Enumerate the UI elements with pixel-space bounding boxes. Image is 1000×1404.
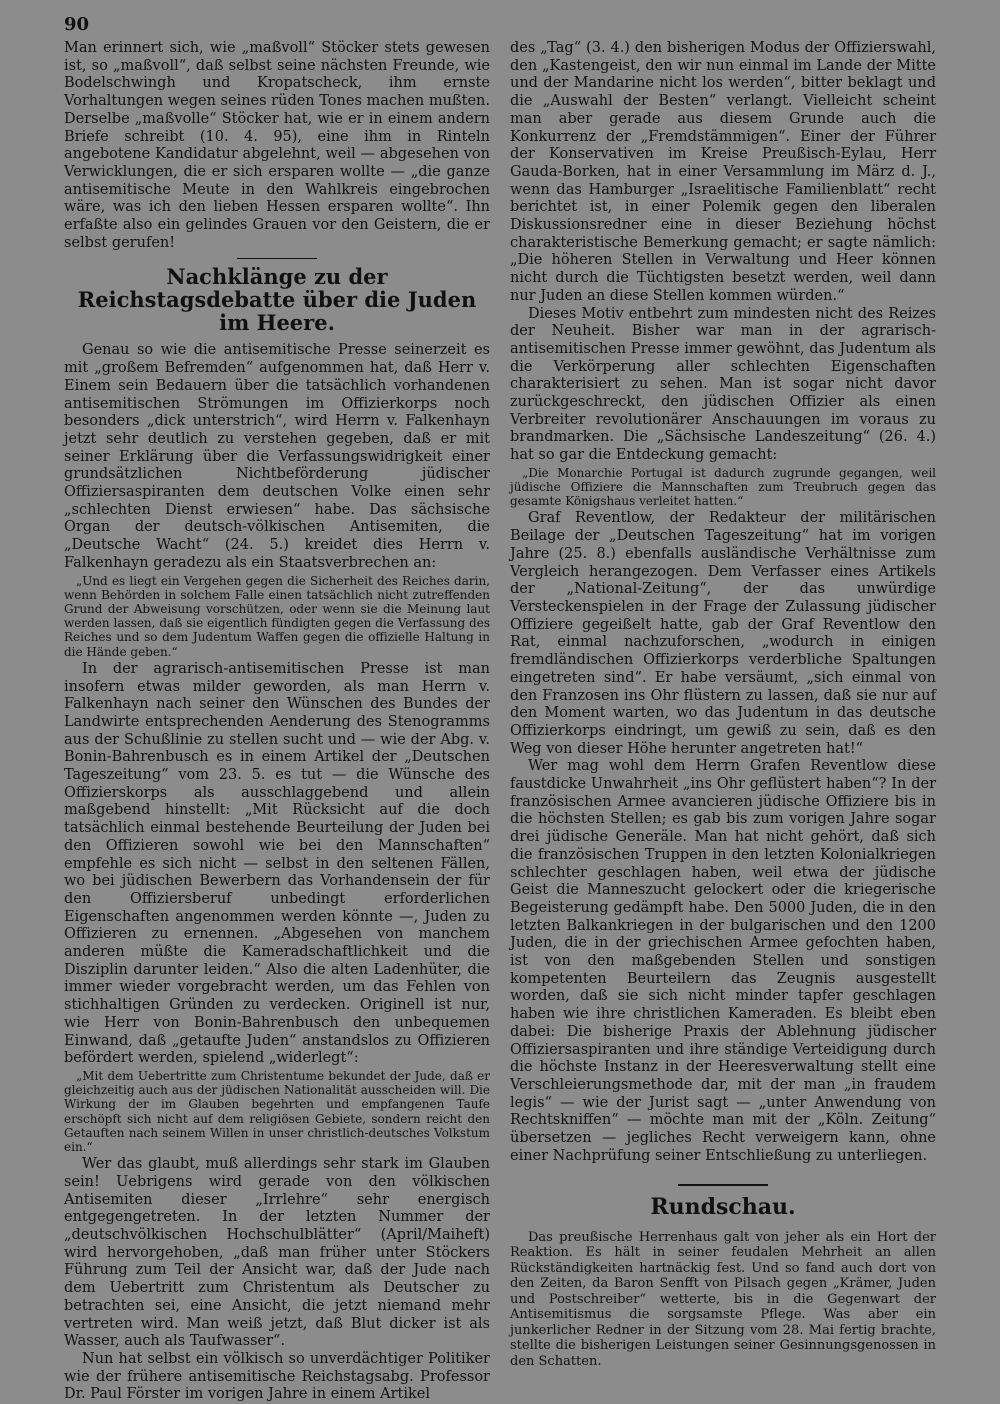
divider [237, 258, 317, 259]
article-heading: Nachklänge zu der Reichstagsdebatte über die Juden im Heere. [77, 264, 477, 336]
paragraph: Wer das glaubt, muß allerdings sehr stark im Glauben sein! Uebrigens wird gerade von den völkischen Antisemiten dieser „Irrlehre“ sehr energisch entgegengetreten. In der letzten Nummer der „deutschvölkischen Hochschulblätter“ (April/Maiheft) wird hervorgehoben, „daß man früher unter Stöckers Führung zum Teil der Ansicht war, daß der Jude nach dem Uebertritt zum Christentum als Deutscher zu betrachten sei, eine Ansicht, die jetzt niemand mehr vertreten wird. Man weiß jetzt, daß Blut dicker ist als Wasser, auch als Taufwasser“. [64, 1156, 490, 1350]
paragraph: Nun hat selbst ein völkisch so unverdächtiger Politiker wie der frühere antisemitische Reichstagsabg. Professor Dr. Paul Förster im vorigen Jahre in einem Artikel [64, 1350, 490, 1403]
paragraph: In der agrarisch-antisemitischen Presse ist man insofern etwas milder geworden, als man Herrn v. Falkenhayn nach seiner den Wünschen des Bundes der Landwirte entsprechenden Aenderung des Stenogramms aus der Schußlinie zu stellen sucht und — wie der Abg. v. Bonin-Bahrenbusch es in einem Artikel der „Deutschen Tageszeitung“ vom 23. 5. es tut — die Wünsche des Offizierskorps als ausschlaggebend und allein maßgebend hinstellt: „Mit Rücksicht auf die doch tatsächlich einmal bestehende Beurteilung der Juden bei den Offizieren sowohl wie bei den Mannschaften“ empfehle es sich nicht — selbst in den seltenen Fällen, wo bei jüdischen Bewerbern das Vorhandensein der für den Offiziersberuf unbedingt erforderlichen Eigenschaften angenommen werden könnte —, Juden zu Offizieren zu ernennen. „Abgesehen von manchem anderen müßte die Kameradschaftlichkeit und die Disziplin darunter leiden.“ Also die alten Ladenhüter, die immer wieder vorgebracht werden, um das Fehlen von stichhaltigen Gründen zu verdecken. Originell ist nur, wie Herr von Bonin-Bahrenbusch den unbequemen Einwand, daß „getaufte Juden“ anstandslos zu Offizieren befördert werden, spielend „widerlegt“: [64, 660, 490, 1067]
paragraph: Man erinnert sich, wie „maßvoll“ Stöcker stets gewesen ist, so „maßvoll“, daß selbst seine nächsten Freunde, wie Bodelschwingh und Kropatscheck, ihm ernste Vorhaltungen wegen seines rüden Tones machen mußten. Derselbe „maßvolle“ Stöcker hat, wie er in einem andern Briefe schreibt (10. 4. 95), eine ihm in Rinteln angebotene Kandidatur abgelehnt, weil — abgesehen von Verwicklungen, die er sich ersparen wollte — „die ganze antisemitische Meute in den Wahlkreis eingebrochen wäre, was ich den lieben Hessen ersparen wollte“. Ihn erfaßte also ein gelindes Grauen vor den Geistern, die er selbst gerufen! [64, 40, 491, 251]
paragraph: Genau so wie die antisemitische Presse seinerzeit es mit „großem Befremden“ aufgenommen hat, daß Herr v. Einem sein Bedauern über die tatsächlich vorhandenen antisemitischen Strömungen im Offizierkorps noch besonders „dick unterstrich“, wird Herrn v. Falkenhayn jetzt sehr deutlich zu verstehen gegeben, daß er mit seiner Erklärung über die Verfassungswidrigkeit einer grundsätzlichen Nichtbeförderung jüdischer Offiziersaspiranten dem deutschen Volke einen sehr „schlechten Dienst erwiesen“ habe. Das sächsische Organ der deutsch-völkischen Antisemiten, die „Deutsche Wacht“ (24. 5.) kreidet dies Herrn v. Falkenhayn geradezu als ein Staatsverbrechen an: [64, 342, 490, 571]
paragraph: Das preußische Herrenhaus galt von jeher als ein Hort der Reaktion. Es hält in seiner feudalen Mehrheit an allen Rückständigkeiten hartnäckig fest. Und so fand auch dort von den Zeiten, da Baron Senfft von Pilsach gegen „Krämer, Juden und Postschreiber“ wetterte, bis in die Gegenwart der Antisemitismus die sorgsamste Pflege. Was aber ein junkerlicher Redner in der Sitzung vom 28. Mai fertig brachte, stellte die bisherigen Leistungen seiner Gesinnungsgenossen in den Schatten. [510, 1229, 936, 1369]
paragraph: Dieses Motiv entbehrt zum mindesten nicht des Reizes der Neuheit. Bisher war man in der agrarisch-antisemitischen Presse immer gewöhnt, das Judentum als die Verkörperung aller schlechten Eigenschaften charakterisiert zu sehen. Man ist sogar nicht davor zurückgeschreckt, den jüdischen Offizier als einen Verbreiter revolutionärer Anschauungen im voraus zu brandmarken. Die „Sächsische Landeszeitung“ (26. 4.) hat so gar die Entdeckung gemacht: [510, 305, 936, 464]
section-heading: Rundschau. [650, 1193, 796, 1220]
paragraph: des „Tag“ (3. 4.) den bisherigen Modus der Offizierswahl, den „Kastengeist, den wir nun einmal im Lande der Mitte und der Mandarine nicht los werden“, bitter beklagt und die „Auswahl der Besten“ verlangt. Vielleicht scheint man aber gerade aus diesem Grunde auch die Konkurrenz der „Fremdstämmigen“. Einer der Führer der Konservativen im Kreise Preußisch-Eylau, Herr Gauda-Borken, hat in einer Versammlung im März d. J., wenn das Hamburger „Israelitische Familienblatt“ recht berichtet ist, in einer Polemik gegen den liberalen Diskussionsredner eine in dieser Beziehung höchst charakteristische Bemerkung gemacht; er sagte nämlich: „Die höheren Stellen in Verwaltung und Heer können nicht durch die Tüchtigsten besetzt werden, weil dann nur Juden an diese Stellen kommen würden.“ [510, 40, 936, 304]
left-column [64, 40, 490, 1404]
quotation: „Die Monarchie Portugal ist dadurch zugrunde gegangen, weil jüdische Offiziere die Mannschaften zum Treubruch gegen das gesamte Königshaus verleitet hatten.“ [510, 465, 936, 509]
quotation: „Und es liegt ein Vergehen gegen die Sicherheit des Reiches darin, wenn Behörden in solchem Falle einen tatsächlich nicht zutreffenden Grund der Abweisung vorschützen, oder wenn sie die Meinung laut werden lassen, daß sie eigentlich fündigten gegen die Verfassung des Reiches und so dem Judentum Waffen gegen die offizielle Haltung in die Hände geben.“ [64, 573, 490, 659]
quotation: „Mit dem Uebertritte zum Christentume bekundet der Jude, daß er gleichzeitig auch aus der jüdischen Nationalität ausscheiden will. Die Wirkung der im Glauben begehrten und empfangenen Taufe erschöpft sich nicht auf dem religiösen Gebiete, sondern reicht den Getauften nach seinem Willen in unser christlich-deutsches Volkstum ein.“ [64, 1068, 490, 1154]
paragraph: Graf Reventlow, der Redakteur der militärischen Beilage der „Deutschen Tageszeitung“ hat im vorigen Jahre (25. 8.) ebenfalls ausländische Verhältnisse zum Vergleich herangezogen. Dem Verfasser eines Artikels der „National-Zeitung“, der das unwürdige Versteckenspielen in der Frage der Zulassung jüdischer Offiziere gegeißelt hatte, gab der Graf Reventlow den Rat, einmal nachzuforschen, „wodurch in einigen fremdländischen Offizierkorps verderbliche Spaltungen eingetreten sind“. Er habe versäumt, „sich einmal von den Franzosen ins Ohr flüstern zu lassen, daß sie nur auf den Moment warten, wo das Judentum in das deutsche Offizierkorps eindringt, um gewiß zu sein, daß es den Weg von dieser Höhe herunter angetreten hat!“ [510, 510, 936, 757]
right-column [510, 40, 936, 1369]
paragraph: Wer mag wohl dem Herrn Grafen Reventlow diese faustdicke Unwahrheit „ins Ohr geflüstert haben“? In der französischen Armee avancieren jüdische Offiziere bis in die höchsten Stellen; es gab bis zum vorigen Jahre sogar drei jüdische Generäle. Man hat nicht gehört, daß sich die französischen Truppen in den letzten Kolonialkriegen schlechter geschlagen haben, weil etwa der jüdische Geist die Manneszucht gelockert oder die kriegerische Begeisterung gedämpft habe. Den 5000 Juden, die in den letzten Balkankriegen in der bulgarischen und den 1200 Juden, die in der griechischen Armee gefochten haben, ist von den maßgebenden Stellen und sonstigen kompetenten Beurteilern das Zeugnis ausgestellt worden, daß sie sich nicht minder tapfer geschlagen haben wie ihre christlichen Kameraden. Es bleibt eben dabei: Die bisherige Praxis der Ablehnung jüdischer Offiziersaspiranten und ihre ständige Verteidigung durch die höchste Instanz in der Heeresverwaltung stellt eine Verschleierungsmethode dar, mit der man „in fraudem legis“ — wie der Jurist sagt — „unter Anwendung von Rechtskniffen“ — möchte man mit der „Köln. Zeitung“ übersetzen — jegliches Recht verweigern kann, ohne einer Nachprüfung seiner Entschließung zu unterliegen. [510, 758, 936, 1164]
divider [678, 1184, 768, 1186]
page-number: 90 [64, 14, 90, 35]
